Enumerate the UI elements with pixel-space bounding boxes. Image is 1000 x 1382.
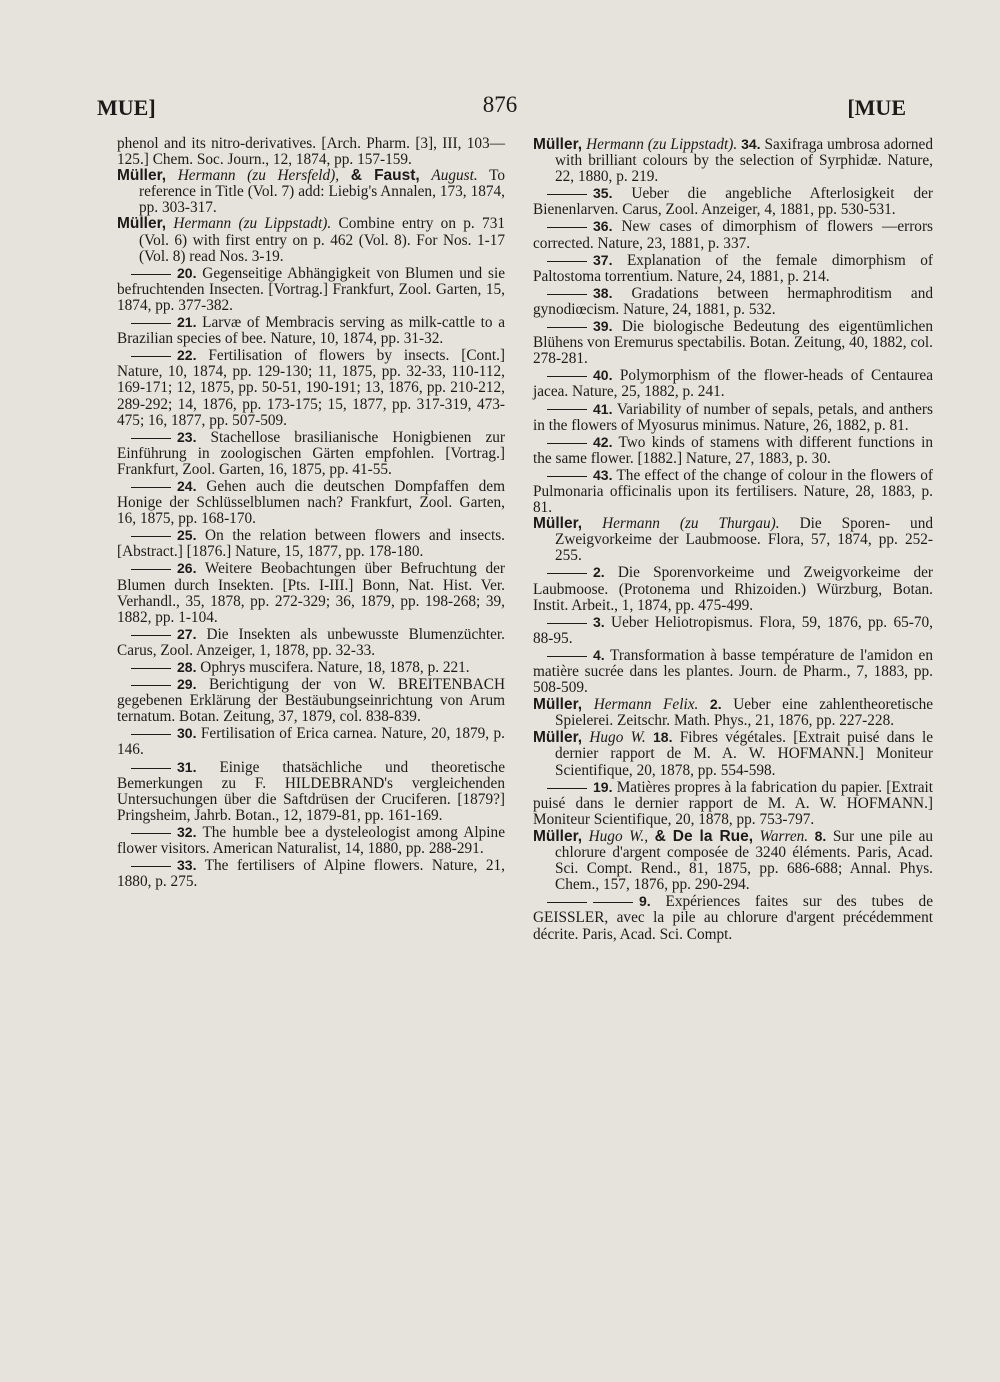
sub-entry [117, 659, 505, 676]
entry-text: Polymorphism of the flower-heads of Centaurea jacea. Nature, 25, 1882, p. 241. [533, 367, 933, 401]
entry-text: Die Sporen- und Zweigvorkeime der Laubmoose. Flora, 57, 1874, pp. 252-255. [555, 515, 933, 565]
author-name: Müller, [117, 167, 167, 185]
entry-text: On the relation between flowers and insects. [Abstract.] [1876.] Nature, 15, 1877, pp. 178-180. [117, 527, 505, 561]
ditto-dash [131, 438, 171, 439]
entry-number: 18. [653, 729, 673, 746]
ditto-dash [547, 294, 587, 295]
author-qualifier: Hermann (zu Lippstadt). [586, 136, 738, 153]
entry-text: Fibres végétales. [Extrait puisé dans le dernier rapport de M. A. W. HOFMANN.] Moniteur Scientifique, 20, 1878, pp. 554-598. [555, 729, 934, 779]
author-qualifier: Hermann (zu Thurgau). [602, 515, 780, 533]
entry-number: 36. [593, 218, 613, 235]
ditto-dash [547, 409, 587, 410]
ditto-dash [547, 327, 587, 328]
entry-text: Ueber Heliotropismus. Flora, 59, 1876, pp. 65-70, 88-95. [533, 613, 933, 647]
ditto-dash [547, 902, 587, 903]
entry-number: 38. [593, 284, 613, 301]
sub-entry [117, 759, 505, 824]
entry-text: Matières propres à la fabrication du papier. [Extrait puisé dans le dernier rapport de M. A. W. HOFMANN.] Moniteur Scientifique, 20, 1878, pp. 753-797. [533, 778, 933, 828]
ditto-dash [547, 376, 587, 377]
entry-number: 30. [177, 725, 197, 742]
sub-entry [117, 347, 505, 428]
author-entry [533, 828, 933, 893]
entry-text: Ueber die angebliche Afterlosigkeit der Bienenlarven. Carus, Zool. Anzeiger, 4, 1881, pp. 530-531. [533, 185, 933, 219]
entry-text: Gehen auch die deutschen Dompfaffen dem Honige der Schlüsselblumen nach? Frankfurt, Zool. Garten, 16, 1875, pp. 168-170. [117, 477, 505, 528]
entry-text: Die biologische Bedeutung des eigentümlichen Blühens von Eremurus spectabilis. Botan. Zeitung, 40, 1882, col. 278-281. [533, 318, 933, 368]
entry-number: 31. [177, 758, 197, 775]
coauthor-qualifier: August. [431, 167, 478, 185]
sub-entry [533, 252, 933, 285]
sub-entry [533, 318, 933, 367]
author-entry [533, 516, 933, 564]
entry-text: Explanation of the female dimorphism of Paltostoma torrentium. Nature, 24, 1881, p. 214. [533, 251, 933, 285]
entry-text: Sur une pile au chlorure d'argent composée de 3240 éléments. Paris, Acad. Sci. Compt. Rend., 81, 1875, pp. 686-688; Annal. Phys. Chem., 157, 1876, pp. 290-294. [555, 827, 934, 894]
entry-number: 8. [814, 827, 827, 844]
sub-entry [117, 265, 505, 314]
sub-entry [117, 725, 505, 758]
entry-number: 26. [177, 560, 197, 577]
sub-entry [117, 824, 505, 857]
entry-number: 32. [177, 823, 197, 840]
entry-text: The humble bee a dysteleologist among Alpine flower visitors. American Naturalist, 14, 1880, pp. 288-291. [117, 823, 505, 858]
ditto-dash [131, 768, 171, 769]
entry-number: 34. [741, 136, 761, 152]
ditto-dash [131, 323, 171, 324]
ditto-dash [593, 902, 633, 903]
sub-entry [533, 434, 933, 467]
entry-number: 3. [593, 613, 605, 630]
entry-number: 41. [593, 400, 613, 417]
ditto-dash [131, 685, 171, 686]
entry-number: 40. [593, 367, 613, 384]
sub-entry [533, 893, 933, 942]
entry-number: 9. [639, 893, 651, 910]
ditto-dash [547, 194, 587, 195]
ditto-dash [131, 487, 171, 488]
ditto-dash [547, 443, 587, 444]
entry-text: Transformation à basse température de l'amidon en matière sucrée dans les plantes. Journ. de Pharm., 7, 1883, pp. 508-509. [533, 646, 933, 697]
entry-text: Die Sporenvorkeime und Zweigvorkeime der Laubmoose. (Protonema und Rhizoiden.) Würzburg, Botan. Instit. Arbeit., 1, 1874, pp. 475-499. [533, 564, 934, 614]
sub-entry [117, 429, 505, 478]
ditto-dash [131, 274, 171, 275]
ditto-dash [131, 569, 171, 570]
sub-entry [117, 857, 505, 890]
author-name: Müller, [533, 827, 583, 845]
entry-text: Fertilisation of Erica carnea. Nature, 20, 1879, p. 146. [117, 725, 506, 759]
sub-entry [533, 779, 933, 828]
entry-text: Gradations between hermaphroditism and gynodiœcism. Nature, 24, 1881, p. 532. [533, 284, 933, 318]
entry-number: 23. [177, 428, 197, 445]
entry-number: 28. [177, 659, 197, 675]
sub-entry [533, 401, 933, 434]
sub-entry [533, 647, 933, 696]
sub-entry [117, 478, 505, 527]
entry-text: Gegenseitige Abhängigkeit von Blumen und sie befruchtenden Insecten. [Vortrag.] Frankfurt, Zool. Garten, 15, 1874, pp. 377-382. [117, 264, 506, 314]
entry-text: Saxifraga umbrosa adorned with brilliant colours by the selection of Syrphidæ. Nature, 22, 1880, p. 219. [555, 136, 933, 186]
entry-number: 42. [593, 433, 613, 450]
entry-text: Ueber eine zahlentheoretische Spielerei. Zeitschr. Math. Phys., 21, 1876, pp. 227-228. [555, 696, 934, 730]
ditto-dash [131, 866, 171, 867]
sub-entry [533, 614, 933, 647]
entry-number: 43. [593, 466, 613, 483]
author-entry [533, 729, 933, 778]
running-head-right: [MUE [847, 95, 906, 120]
entry-text: Die Insekten als unbewusste Blumenzüchter. Carus, Zool. Anzeiger, 1, 1878, pp. 32-33. [117, 625, 505, 659]
sub-entry [117, 560, 505, 625]
entry-number: 2. [593, 564, 605, 581]
author-name: Müller, [533, 729, 583, 747]
entry-number: 4. [593, 646, 605, 663]
author-entry [117, 168, 505, 216]
sub-entry [117, 676, 505, 725]
ditto-dash [547, 227, 587, 228]
author-name: Müller, [533, 696, 583, 714]
entry-text: Combine entry on p. 731 (Vol. 6) with first entry on p. 462 (Vol. 8). For Nos. 1-17 (Vol. 8) read Nos. 3-19. [139, 215, 505, 265]
entry-text: Two kinds of stamens with different functions in the same flower. [1882.] Nature, 27, 1883, p. 30. [533, 433, 933, 467]
ditto-dash [547, 261, 587, 262]
entry-text: Variability of number of sepals, petals, and anthers in the flowers of Myosurus minimus. Nature, 26, 1882, p. 81. [533, 400, 933, 434]
entry-text: New cases of dimorphism of flowers —errors corrected. Nature, 23, 1881, p. 337. [533, 218, 933, 252]
author-name: Müller, [117, 215, 167, 233]
ditto-dash [131, 734, 171, 735]
entry-text: Fertilisation of flowers by insects. [Cont.] Nature, 10, 1874, pp. 129-130; 11, 1875, pp. 32-33, 110-112, 169-171; 12, 1875, pp. 50-51, 190-191; 13, 1876, pp. 210-212, 289-292; 14, 1876, pp. 173-175; 15, 1877, pp. 317-319, 473-475; 16, 1877, pp. 507-509. [117, 347, 506, 429]
entry-number: 29. [177, 676, 197, 693]
sub-entry [533, 185, 933, 218]
sub-entry [117, 626, 505, 659]
entry-text: The effect of the change of colour in the flowers of Pulmonaria officinalis upon its fertilisers. Nature, 28, 1883, p. 81. [533, 466, 933, 517]
entry-number: 25. [177, 527, 197, 544]
entry-text: Ophrys muscifera. Nature, 18, 1878, p. 221. [200, 659, 470, 676]
author-qualifier: Hermann (zu Lippstadt). [173, 215, 332, 233]
entry-text: Stachellose brasilianische Honigbienen zur Einführung in zoologischen Gärten empfohlen. [Vortrag.] Frankfurt, Zool. Garten, 16, 1875, pp. 41-55. [117, 428, 506, 478]
ditto-dash [547, 788, 587, 789]
entry-text: Expériences faites sur des tubes de GEISSLER, avec la pile au chlorure d'argent précédemment décrite. Paris, Acad. Sci. Compt. [533, 893, 933, 943]
author-entry [533, 696, 933, 729]
ditto-dash [131, 635, 171, 636]
right-column [533, 136, 933, 943]
entry-number: 21. [177, 314, 197, 331]
entry-number: 35. [593, 185, 613, 202]
author-qualifier: Hermann (zu Hersfeld), [177, 167, 340, 185]
sub-entry [117, 314, 505, 347]
sub-entry [533, 285, 933, 318]
author-entry [533, 136, 933, 185]
ditto-dash [131, 668, 171, 669]
left-column [117, 136, 505, 890]
entry-number: 2. [709, 696, 722, 713]
entry-continuation [117, 136, 505, 168]
entry-number: 22. [177, 347, 197, 364]
entry-text: To reference in Title (Vol. 7) add: Liebig's Annalen, 173, 1874, pp. 303-317. [139, 167, 505, 217]
sub-entry [117, 527, 505, 560]
entry-number: 27. [177, 625, 197, 642]
sub-entry [533, 218, 933, 251]
ditto-dash [131, 833, 171, 834]
author-name: Müller, [533, 515, 583, 533]
entry-text: The fertilisers of Alpine flowers. Nature, 21, 1880, p. 275. [117, 857, 505, 891]
author-qualifier: Hugo W., [588, 827, 649, 845]
entry-text: Larvæ of Membracis serving as milk-cattle to a Brazilian species of bee. Nature, 10, 1874, pp. 31-32. [117, 314, 505, 348]
ditto-dash [547, 476, 587, 477]
author-qualifier: Hermann Felix. [593, 696, 699, 714]
entry-number: 33. [177, 857, 197, 874]
coauthor-name: & Faust, [350, 167, 420, 185]
entry-text: Weitere Beobachtungen über Befruchtung der Blumen durch Insekten. [Pts. I-III.] Bonn, Nat. Hist. Ver. Verhandl., 35, 1878, pp. 272-329; 36, 1879, pp. 198-268; 39, 1882, pp. 1-104. [117, 560, 505, 626]
ditto-dash [547, 573, 587, 574]
coauthor-name: & De la Rue, [654, 827, 754, 845]
ditto-dash [547, 656, 587, 657]
ditto-dash [131, 536, 171, 537]
entry-number: 19. [593, 778, 613, 795]
sub-entry [533, 467, 933, 516]
author-entry [117, 216, 505, 264]
entry-text: phenol and its nitro-derivatives. [Arch. Pharm. [3], III, 103—125.] Chem. Soc. Journ., 12, 1874, pp. 157-159. [117, 135, 505, 169]
entry-text: Berichtigung der von W. BREITENBACH gegebenen Erklärung der Bestäubungseinrichtung von Arum ternatum. Botan. Zeitung, 37, 1879, col. 838-839. [117, 676, 505, 726]
sub-entry [533, 564, 933, 613]
entry-number: 37. [593, 251, 613, 268]
page-number: 876 [482, 92, 518, 117]
author-name: Müller, [533, 136, 583, 153]
entry-number: 20. [177, 264, 197, 281]
author-qualifier: Hugo W. [589, 729, 646, 747]
entry-text: Einige thatsächliche und theoretische Bemerkungen zu F. HILDEBRAND's vergleichenden Untersuchungen über die Saftdrüsen der Cruciferen. [1879?] Pringsheim, Jahrb. Botan., 12, 1879-81, pp. 161-169. [117, 758, 505, 824]
coauthor-qualifier: Warren. [759, 827, 809, 845]
sub-entry [533, 367, 933, 400]
ditto-dash [547, 623, 587, 624]
ditto-dash [131, 356, 171, 357]
running-head-left: MUE] [97, 95, 156, 120]
entry-number: 24. [177, 477, 197, 494]
entry-number: 39. [593, 318, 613, 335]
